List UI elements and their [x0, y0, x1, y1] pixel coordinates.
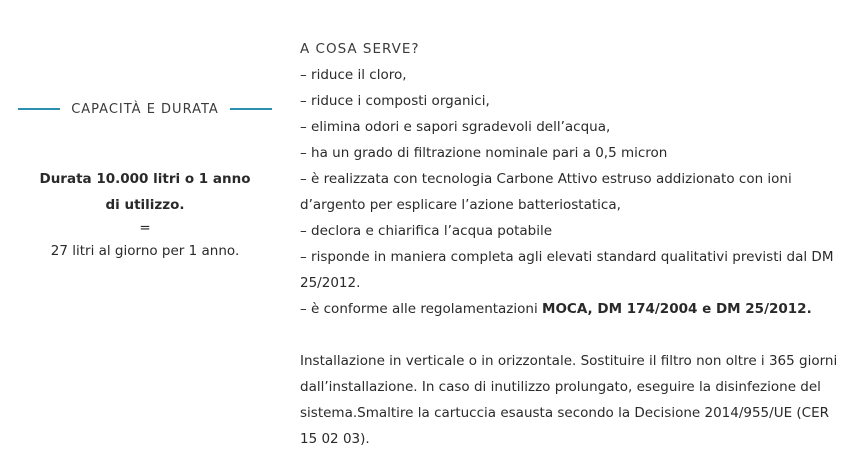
- durata-bold-text: Durata 10.000 litri o 1 anno di utilizzo.: [39, 171, 251, 213]
- installation-paragraph: Installazione in verticale o in orizzontale. Sostituire il filtro non oltre i 365 giorni dall’installazione. In caso di inutilizzo prolungato, eseguire la disinfezione del sistema.Smaltire la cartuccia esausta secondo la Decisione 2014/955/UE (CER 15 02 03).: [300, 353, 838, 447]
- feature-item: – risponde in maniera completa agli elevati standard qualitativi previsti dal DM 25/2012.: [300, 249, 834, 291]
- durata-note: 27 litri al giorno per 1 anno.: [50, 243, 240, 259]
- feature-item: – ha un grado di filtrazione nominale pari a 0,5 micron: [300, 145, 668, 161]
- capacity-heading: CAPACITÀ E DURATA: [71, 101, 219, 117]
- heading-rule-left: [18, 108, 60, 110]
- feature-item: – declora e chiarifica l’acqua potabile: [300, 223, 553, 239]
- compliance-prefix: – è conforme alle regolamentazioni: [300, 301, 543, 317]
- compliance-standards: MOCA, DM 174/2004 e DM 25/2012.: [542, 301, 812, 317]
- features-panel: [300, 36, 840, 452]
- heading-rule-right: [230, 108, 272, 110]
- feature-item: – elimina odori e sapori sgradevoli dell’acqua,: [300, 119, 611, 135]
- capacity-heading-row: [18, 96, 272, 122]
- features-title: A COSA SERVE?: [300, 41, 420, 57]
- feature-item: – è realizzata con tecnologia Carbone Attivo estruso addizionato con ioni d’argento per esplicare l’azione batteriostatica,: [300, 171, 792, 213]
- feature-item: – riduce i composti organici,: [300, 93, 490, 109]
- capacity-panel: [18, 96, 272, 264]
- feature-item: – riduce il cloro,: [300, 67, 407, 83]
- durata-block: [18, 166, 272, 264]
- equals-sign: =: [139, 220, 151, 236]
- feature-item-compliance: [300, 296, 840, 322]
- features-list: [300, 62, 840, 322]
